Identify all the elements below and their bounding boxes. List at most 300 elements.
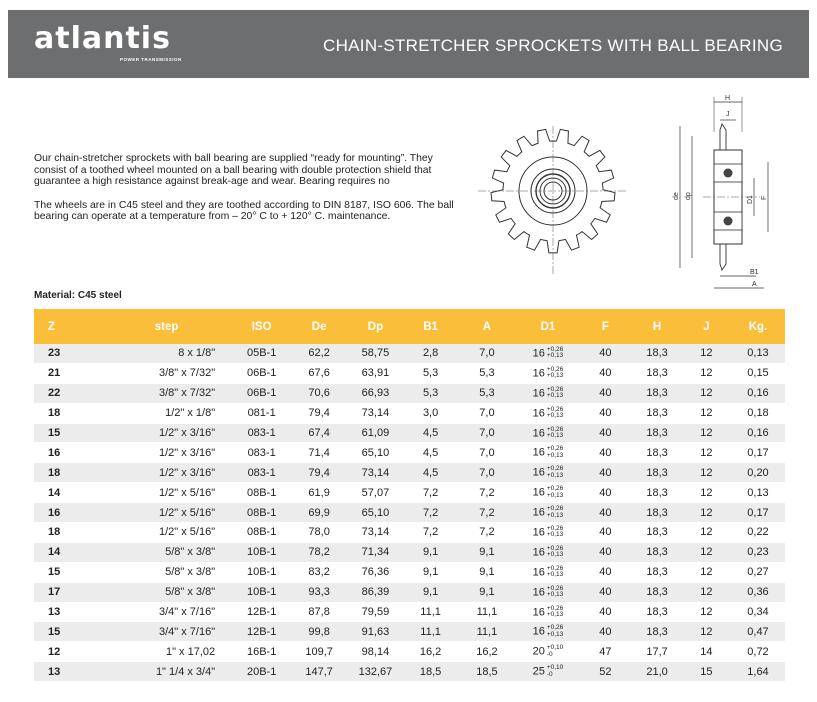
cell-b1: 11,1 (420, 625, 441, 638)
cell-kg: 0,18 (747, 407, 769, 420)
cell-b1: 11,1 (420, 606, 441, 619)
cell-d1-tolerance (547, 427, 563, 440)
table-row (34, 642, 785, 662)
cell-de: 87,8 (308, 606, 330, 619)
cell-a: 7,0 (479, 466, 495, 479)
ball-bottom (724, 217, 733, 226)
cell-dp: 132,67 (358, 665, 393, 678)
cell-z: 18 (48, 526, 61, 539)
cell-d1 (517, 344, 578, 363)
label-de: de (673, 192, 680, 200)
cell-step: 1/2" x 5/16" (159, 506, 216, 519)
cell-j: 12 (700, 347, 713, 360)
cell-de: 69,9 (308, 506, 330, 519)
intro-paragraph-1: Our chain-stretcher sprockets with ball bearing are supplied “ready for mounting”. They consist of a toothed wheel mounted on a ball bearing with double protection shield that guarantee a high resistance against break-age and wear. Bearing requires no (34, 153, 433, 188)
cell-j: 12 (700, 566, 713, 579)
cell-j: 14 (700, 645, 713, 658)
cell-step: 1" x 17,02 (165, 645, 216, 658)
cell-de: 79,4 (308, 466, 330, 479)
tolerance-upper: +0,10 (546, 664, 564, 672)
table-row (34, 523, 785, 543)
cell-a: 16,2 (476, 645, 498, 658)
label-D1: D1 (747, 195, 754, 204)
cell-de: 93,3 (308, 586, 330, 599)
cell-f: 40 (599, 446, 612, 459)
table-row (34, 363, 785, 383)
cell-f: 40 (599, 387, 612, 400)
col-header-dp: Dp (367, 320, 384, 333)
cell-j: 12 (700, 387, 713, 400)
cell-z: 15 (48, 566, 61, 579)
cell-b1: 4,5 (422, 427, 439, 439)
cell-a: 7,0 (479, 407, 495, 420)
cell-d1 (517, 562, 578, 582)
cell-dp: 66,93 (361, 387, 390, 400)
cell-iso: 08B-1 (246, 486, 277, 499)
cell-d1-value: 16 (532, 625, 545, 638)
cell-z: 22 (48, 387, 61, 400)
intro-text (34, 153, 464, 235)
cell-dp: 73,14 (361, 526, 390, 539)
cell-h: 21,0 (646, 665, 668, 678)
cell-d1-tolerance (547, 446, 563, 459)
cell-d1-value: 16 (532, 407, 545, 420)
cell-kg: 1,64 (747, 665, 769, 678)
tolerance-lower: +0,13 (546, 630, 564, 638)
cell-d1 (517, 523, 578, 543)
cell-j: 12 (700, 546, 713, 559)
cell-d1-tolerance (547, 486, 563, 499)
cell-iso: 081-1 (247, 407, 276, 420)
cell-de: 67,6 (308, 367, 330, 380)
cell-a: 7,0 (479, 347, 495, 360)
cell-z: 15 (48, 427, 61, 439)
col-header-iso: ISO (251, 320, 272, 333)
col-header-a: A (482, 320, 492, 333)
cell-de: 62,2 (308, 347, 330, 360)
cell-h: 18,3 (646, 566, 668, 579)
cell-step: 1/2" x 3/16" (159, 427, 216, 439)
cell-d1-value: 16 (532, 526, 545, 539)
cell-de: 70,6 (308, 387, 330, 400)
table-row (34, 483, 785, 503)
tolerance-lower: +0,13 (546, 571, 564, 579)
cell-b1: 5,3 (422, 387, 439, 400)
cell-j: 12 (700, 466, 713, 479)
cell-dp: 57,07 (361, 486, 390, 499)
cell-f: 40 (599, 407, 612, 420)
cell-h: 18,3 (646, 586, 668, 599)
side-tooth-top (720, 124, 726, 150)
cell-h: 18,3 (646, 407, 668, 420)
cell-kg: 0,34 (747, 606, 769, 619)
cell-z: 13 (48, 606, 61, 619)
cell-de: 67,4 (308, 427, 330, 439)
cell-d1-tolerance (547, 546, 563, 559)
col-header-de: De (311, 320, 327, 333)
cell-d1-tolerance (547, 665, 563, 678)
cell-dp: 86,39 (361, 586, 390, 599)
brand-tagline: POWER TRANSMISSION (120, 57, 182, 62)
cell-z: 18 (48, 466, 61, 479)
cell-d1-tolerance (547, 606, 563, 619)
cell-step: 3/8" x 7/32" (159, 367, 216, 380)
cell-d1-value: 16 (532, 586, 545, 599)
cell-iso: 083-1 (247, 427, 276, 439)
cell-f: 40 (599, 606, 612, 619)
cell-de: 99,8 (308, 625, 330, 638)
cell-z: 17 (48, 586, 61, 599)
cell-d1-value: 16 (532, 506, 545, 519)
tolerance-upper: +0,26 (546, 385, 564, 393)
cell-step: 1/2" x 3/16" (159, 446, 216, 459)
cell-dp: 76,36 (361, 566, 390, 579)
table-row (34, 344, 785, 363)
cell-d1-value: 25 (532, 665, 545, 678)
tolerance-upper: +0,26 (546, 365, 564, 373)
cell-step: 3/4" x 7/16" (159, 625, 216, 638)
table-row (34, 503, 785, 523)
cell-a: 7,0 (479, 427, 495, 439)
ball-top (724, 169, 733, 178)
cell-f: 40 (599, 367, 612, 380)
cell-z: 16 (48, 446, 61, 459)
cell-f: 40 (599, 566, 612, 579)
cell-h: 18,3 (646, 506, 668, 519)
cell-a: 11,1 (476, 625, 498, 638)
cell-f: 40 (599, 347, 612, 360)
tolerance-upper: +0,26 (546, 564, 564, 572)
cell-iso: 08B-1 (246, 526, 277, 539)
col-header-z: Z (48, 320, 56, 333)
cell-d1 (517, 423, 578, 443)
cell-f: 40 (599, 466, 612, 479)
cell-dp: 61,09 (361, 427, 390, 439)
table-row (34, 403, 785, 423)
cell-h: 18,3 (646, 606, 668, 619)
cell-f: 40 (599, 546, 612, 559)
cell-f: 40 (599, 625, 612, 638)
cell-b1: 7,2 (422, 506, 439, 519)
cell-h: 18,3 (646, 387, 668, 400)
cell-step: 8 x 1/8" (178, 347, 216, 360)
cell-d1 (517, 582, 578, 602)
cell-b1: 7,2 (422, 486, 439, 499)
col-header-kg: Kg. (748, 320, 768, 333)
cell-z: 21 (48, 367, 61, 380)
cell-j: 12 (700, 606, 713, 619)
tolerance-lower: +0,13 (546, 551, 564, 559)
cell-h: 18,3 (646, 466, 668, 479)
cell-d1-tolerance (547, 586, 563, 599)
cell-d1 (517, 383, 578, 403)
cell-h: 18,3 (646, 546, 668, 559)
tolerance-upper: +0,26 (546, 505, 564, 513)
cell-d1 (517, 503, 578, 523)
cell-z: 16 (48, 506, 61, 519)
cell-kg: 0,47 (747, 625, 769, 638)
cell-f: 40 (599, 427, 612, 439)
cell-dp: 58,75 (361, 347, 390, 360)
cell-d1-value: 16 (532, 426, 545, 439)
cell-a: 18,5 (476, 665, 498, 678)
cell-de: 78,0 (308, 526, 330, 539)
table-row (34, 582, 785, 602)
tolerance-lower: +0,13 (546, 352, 564, 360)
intro-paragraph-2: The wheels are in C45 steel and they are toothed according to DIN 8187, ISO 606. The ball bearing can operate at a temperature from – 20° C to + 120° C. maintenance. (34, 199, 454, 223)
cell-kg: 0,17 (747, 446, 769, 459)
cell-d1 (517, 403, 578, 423)
cell-a: 7,0 (479, 446, 495, 459)
cell-kg: 0,17 (747, 506, 769, 519)
cell-dp: 63,91 (361, 367, 390, 380)
cell-j: 12 (700, 625, 713, 638)
brand-name: atlantis (34, 21, 171, 56)
label-A: A (752, 281, 757, 288)
cell-step: 3/8" x 7/32" (159, 387, 216, 400)
sprocket-side-view (668, 92, 778, 292)
tolerance-upper: +0,26 (546, 345, 564, 353)
cell-iso: 10B-1 (246, 566, 277, 579)
table-row (34, 622, 785, 642)
cell-dp: 79,59 (361, 606, 390, 619)
cell-h: 18,3 (646, 526, 668, 539)
tolerance-upper: +0,26 (546, 425, 564, 433)
cell-kg: 0,20 (747, 466, 769, 479)
cell-step: 5/8" x 3/8" (165, 546, 216, 559)
cell-d1-tolerance (547, 625, 563, 638)
label-F: F (761, 195, 768, 200)
tolerance-lower: +0,13 (546, 432, 564, 439)
cell-d1-tolerance (547, 387, 563, 400)
tolerance-upper: +0,26 (546, 405, 564, 413)
cell-iso: 20B-1 (246, 665, 277, 678)
col-header-b1: B1 (423, 320, 438, 333)
cell-de: 147,7 (305, 665, 333, 678)
cell-iso: 05B-1 (246, 347, 277, 360)
cell-d1-value: 16 (532, 546, 545, 559)
cell-b1: 18,5 (419, 665, 442, 678)
tolerance-lower: +0,13 (546, 511, 564, 519)
cell-h: 18,3 (646, 446, 668, 459)
cell-d1 (517, 483, 578, 503)
cell-d1-tolerance (547, 367, 563, 380)
cell-de: 109,7 (305, 645, 333, 658)
tolerance-upper: +0,26 (546, 544, 564, 552)
cell-dp: 91,63 (361, 625, 390, 638)
cell-a: 5,3 (479, 367, 495, 380)
cell-kg: 0,15 (747, 367, 769, 380)
cell-d1 (517, 443, 578, 463)
cell-step: 1" 1/4 x 3/4" (155, 665, 216, 678)
col-header-h: H (652, 320, 662, 333)
cell-d1-value: 20 (532, 645, 545, 658)
cell-a: 9,1 (479, 586, 495, 599)
cell-b1: 2,8 (422, 347, 439, 360)
table-row (34, 443, 785, 463)
cell-kg: 0,36 (747, 586, 769, 599)
cell-d1-value: 16 (532, 486, 545, 499)
cell-j: 12 (700, 506, 713, 519)
tolerance-lower: +0,13 (546, 491, 564, 499)
cell-d1 (517, 602, 578, 622)
cell-de: 83,2 (308, 566, 330, 579)
cell-kg: 0,23 (747, 546, 769, 559)
cell-de: 71,4 (308, 446, 330, 459)
col-header-j: J (703, 320, 710, 333)
tolerance-upper: +0,26 (546, 584, 564, 592)
label-dp: dp (685, 192, 692, 200)
cell-z: 23 (48, 347, 61, 360)
cell-d1 (517, 542, 578, 562)
cell-b1: 4,5 (422, 446, 439, 459)
cell-z: 12 (48, 645, 61, 658)
table-row (34, 602, 785, 622)
cell-h: 18,3 (646, 347, 668, 360)
cell-iso: 12B-1 (246, 625, 277, 638)
cell-b1: 7,2 (422, 526, 439, 539)
cell-j: 12 (700, 586, 713, 599)
cell-d1-tolerance (547, 407, 563, 420)
cell-h: 18,3 (646, 486, 668, 499)
tolerance-upper: +0,26 (546, 445, 564, 453)
cell-h: 18,3 (646, 427, 668, 439)
cell-dp: 65,10 (361, 506, 390, 519)
cell-j: 15 (700, 665, 713, 678)
cell-d1-tolerance (547, 645, 563, 658)
cell-de: 78,2 (308, 546, 330, 559)
tolerance-upper: +0,10 (546, 644, 564, 652)
cell-step: 1/2" x 1/8" (165, 407, 216, 420)
cell-d1 (517, 642, 578, 662)
cell-de: 79,4 (308, 407, 330, 420)
brand-logo (34, 21, 182, 62)
cell-d1-tolerance (547, 566, 563, 579)
cell-step: 1/2" x 5/16" (159, 486, 216, 499)
cell-step: 5/8" x 3/8" (165, 586, 216, 599)
cell-h: 18,3 (646, 625, 668, 638)
cell-d1 (517, 622, 578, 642)
tolerance-upper: +0,26 (546, 524, 564, 532)
tolerance-lower: +0,13 (546, 372, 564, 380)
tolerance-lower: +0,13 (546, 591, 564, 599)
table-row (34, 542, 785, 562)
tolerance-lower: +0,13 (546, 531, 564, 539)
cell-j: 12 (700, 526, 713, 539)
cell-d1-value: 16 (532, 446, 545, 459)
table-row (34, 423, 785, 443)
cell-d1 (517, 662, 578, 682)
tolerance-lower: +0,13 (546, 611, 564, 619)
cell-j: 12 (700, 486, 713, 499)
cell-d1-value: 16 (532, 347, 545, 360)
cell-z: 14 (48, 546, 61, 559)
cell-step: 1/2" x 5/16" (159, 526, 216, 539)
cell-b1: 9,1 (422, 566, 439, 579)
cell-d1-value: 16 (532, 466, 545, 479)
tolerance-lower: -0 (546, 670, 553, 678)
cell-f: 40 (599, 526, 612, 539)
tolerance-lower: -0 (546, 650, 553, 658)
cell-iso: 06B-1 (246, 387, 277, 400)
cell-a: 7,2 (479, 506, 495, 519)
col-header-step: step (154, 320, 179, 333)
cell-z: 14 (48, 486, 61, 499)
tolerance-lower: +0,13 (546, 412, 564, 420)
table-row (34, 383, 785, 403)
cell-j: 12 (700, 427, 713, 439)
cell-step: 5/8" x 3/8" (165, 566, 216, 579)
cell-dp: 71,34 (361, 546, 390, 559)
cell-a: 7,2 (479, 526, 495, 539)
cell-dp: 73,14 (361, 466, 390, 479)
page-title: CHAIN-STRETCHER SPROCKETS WITH BALL BEARING (323, 36, 783, 55)
cell-d1-value: 16 (532, 387, 545, 400)
specs-table (34, 309, 785, 682)
cell-b1: 4,5 (422, 466, 439, 479)
tolerance-lower: +0,13 (546, 392, 564, 400)
cell-a: 7,2 (479, 486, 495, 499)
cell-iso: 10B-1 (246, 546, 277, 559)
cell-z: 15 (48, 625, 61, 638)
tolerance-upper: +0,26 (546, 485, 564, 493)
cell-d1-value: 16 (532, 605, 545, 618)
cell-b1: 5,3 (422, 367, 439, 380)
cell-h: 18,3 (646, 367, 668, 380)
col-header-f: F (601, 320, 609, 333)
cell-j: 12 (700, 367, 713, 380)
cell-f: 40 (599, 586, 612, 599)
label-B1: B1 (750, 269, 759, 276)
cell-d1-tolerance (547, 526, 563, 539)
cell-kg: 0,16 (747, 427, 769, 439)
cell-kg: 0,13 (747, 486, 769, 499)
page-header (8, 10, 809, 78)
cell-d1-value: 16 (532, 367, 545, 380)
material-label: Material: C45 steel (34, 290, 122, 301)
cell-d1-tolerance (547, 506, 563, 519)
side-tooth-bottom (720, 244, 726, 270)
cell-b1: 3,0 (422, 407, 439, 420)
cell-iso: 08B-1 (246, 506, 277, 519)
cell-d1-value: 16 (532, 566, 545, 579)
cell-b1: 9,1 (422, 586, 439, 599)
label-H: H (725, 95, 731, 102)
tolerance-upper: +0,26 (546, 604, 564, 612)
tolerance-lower: +0,13 (546, 451, 564, 459)
cell-iso: 06B-1 (246, 367, 277, 380)
cell-dp: 65,10 (361, 446, 390, 459)
cell-iso: 083-1 (247, 466, 276, 479)
cell-a: 9,1 (479, 566, 495, 579)
cell-h: 17,7 (646, 645, 668, 658)
cell-a: 9,1 (479, 546, 495, 559)
cell-f: 40 (599, 486, 612, 499)
cell-kg: 0,16 (747, 387, 769, 400)
table-header-row (34, 309, 785, 344)
cell-de: 61,9 (308, 486, 330, 499)
label-J: J (726, 111, 730, 118)
cell-a: 5,3 (479, 387, 495, 400)
table-row (34, 562, 785, 582)
tolerance-lower: +0,13 (546, 471, 564, 479)
cell-dp: 98,14 (361, 645, 390, 658)
cell-j: 12 (700, 446, 713, 459)
cell-f: 40 (599, 506, 612, 519)
cell-d1 (517, 463, 578, 483)
tolerance-upper: +0,26 (546, 465, 564, 473)
cell-iso: 12B-1 (246, 606, 277, 619)
